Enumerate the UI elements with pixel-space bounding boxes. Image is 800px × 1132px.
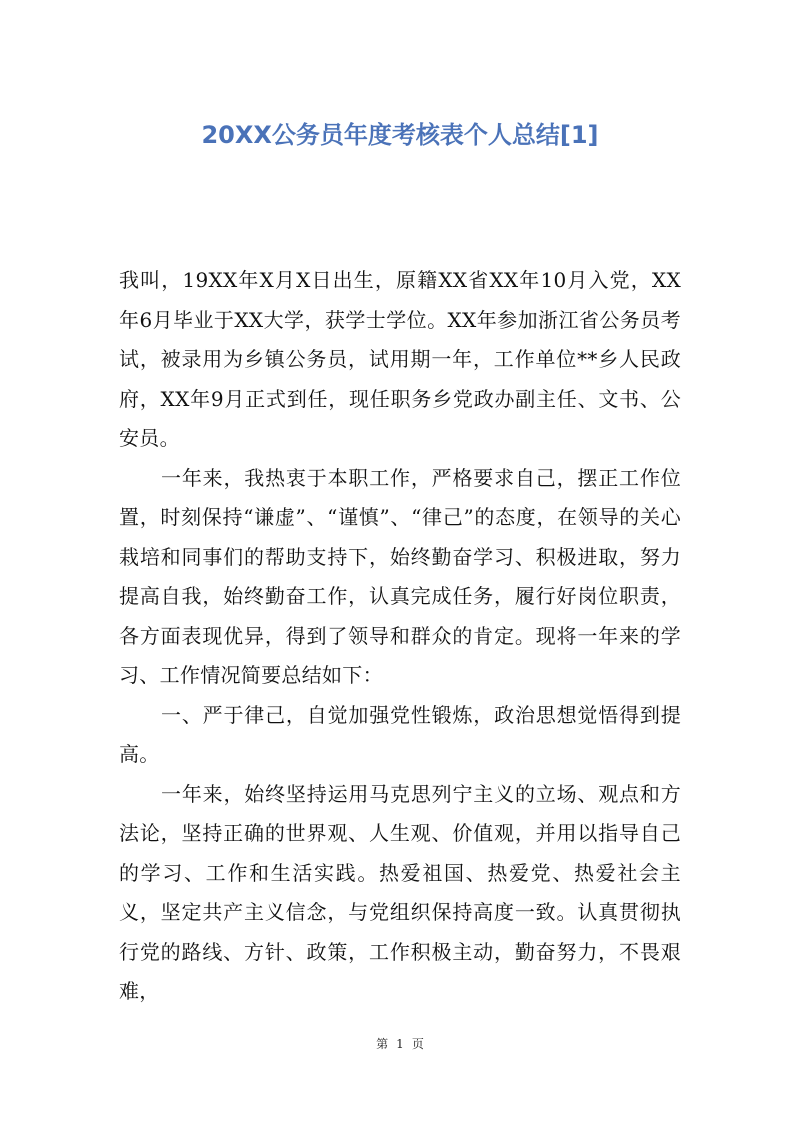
paragraph-section-1: 一年来，始终坚持运用马克思列宁主义的立场、观点和方法论，坚持正确的世界观、人生观、价值观，并用以指导自己的学习、工作和生活实践。热爱祖国、热爱党、热爱社会主义，坚定共产主义信念，与党组织保持高度一致。认真贯彻执行党的路线、方针、政策，工作积极主动，勤奋努力，不畏艰难， bbox=[119, 781, 681, 1003]
document-title: 20XX公务员年度考核表个人总结[1] bbox=[201, 121, 599, 149]
page-number-footer bbox=[0, 1036, 800, 1052]
paragraph-intro: 我叫，19XX年X月X日出生，原籍XX省XX年10月入党，XX年6月毕业于XX大学，获学士学位。XX年参加浙江省公务员考试，被录用为乡镇公务员，试用期一年，工作单位**乡人民政府，XX年9月正式到任，现任职务乡党政办副主任、文书、公安员。 bbox=[119, 268, 681, 450]
paragraph-overview: 一年来，我热衷于本职工作，严格要求自己，摆正工作位置，时刻保持“谦虚”、“谨慎”、“律己”的态度，在领导的关心栽培和同事们的帮助支持下，始终勤奋学习、积极进取，努力提高自我，始终勤奋工作，认真完成任务，履行好岗位职责，各方面表现优异，得到了领导和群众的肯定。现将一年来的学习、工作情况简要总结如下： bbox=[119, 465, 681, 687]
section-heading-1: 一、严于律己，自觉加强党性锻炼，政治思想觉悟得到提高。 bbox=[119, 702, 681, 766]
document-body bbox=[119, 261, 681, 1012]
page-number: 1 bbox=[396, 1037, 404, 1051]
page-prefix: 第 bbox=[376, 1037, 389, 1051]
page-suffix: 页 bbox=[411, 1037, 424, 1051]
